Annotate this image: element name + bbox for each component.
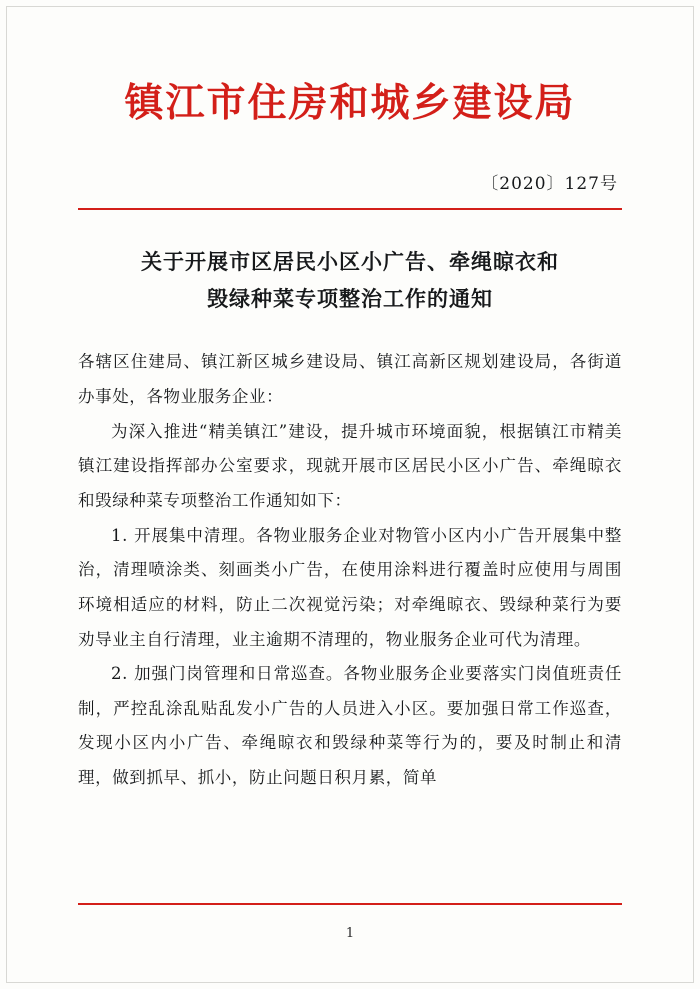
masthead-title: 镇江市住房和城乡建设局: [124, 80, 576, 126]
document-number: 〔2020〕127号: [481, 173, 618, 194]
page-number: 1: [345, 926, 355, 941]
paragraph-item-1: 1. 开展集中清理。各物业服务企业对物管小区内小广告开展集中整治，清理喷涂类、刻画类小广告，在使用涂料进行覆盖时应使用与周围环境相适应的材料，防止二次视觉污染；对牵绳晾衣、毁绿种菜行为要劝导业主自行清理，业主逾期不清理的，物业服务企业可代为清理。: [78, 525, 622, 649]
paragraph-intro: 为深入推进“精美镇江”建设，提升城市环境面貌，根据镇江市精美镇江建设指挥部办公室要求，现就开展市区居民小区小广告、牵绳晾衣和毁绿种菜专项整治工作通知如下：: [78, 421, 622, 510]
document-title-line1: 关于开展市区居民小区小广告、牵绳晾衣和: [141, 248, 559, 274]
document-title-line2: 毁绿种菜专项整治工作的通知: [207, 285, 493, 311]
recipients-line: 各辖区住建局、镇江新区城乡建设局、镇江高新区规划建设局，各街道办事处，各物业服务企业：: [78, 352, 622, 407]
header-red-rule: [78, 208, 622, 210]
footer-red-rule: [78, 903, 622, 905]
paragraph-item-2: 2. 加强门岗管理和日常巡查。各物业服务企业要落实门岗值班责任制，严控乱涂乱贴乱发小广告的人员进入小区。要加强日常工作巡查，发现小区内小广告、牵绳晾衣和毁绿种菜等行为的，要及时制止和清理，做到抓早、抓小，防止问题日积月累，简单: [78, 664, 622, 788]
document-body: [78, 345, 622, 795]
document-title: [78, 244, 622, 318]
